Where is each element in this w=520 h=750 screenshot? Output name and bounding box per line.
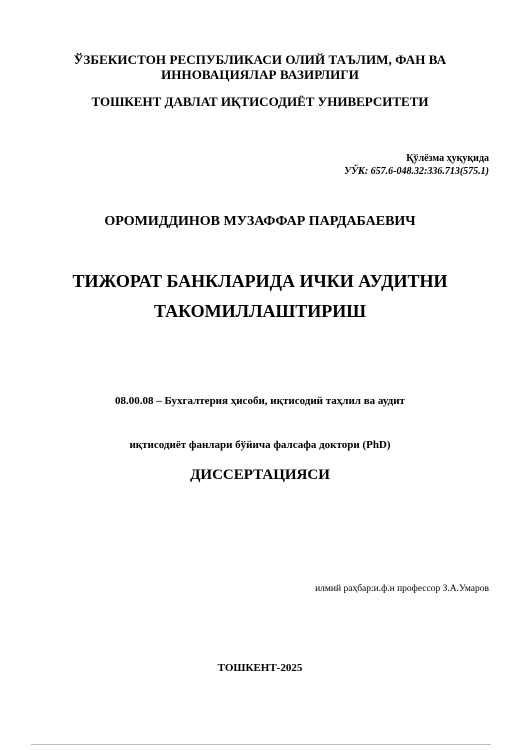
scientific-supervisor: илмий раҳбар:и.ф.н профессор З.А.Умаров (315, 584, 489, 594)
ministry-line-2: ИННОВАЦИЯЛАР ВАЗИРЛИГИ (161, 67, 359, 82)
degree-line: иқтисодиёт фанлари бўйича фалсафа доктори (PhD) (129, 439, 391, 451)
dissertation-title-line-1: ТИЖОРАТ БАНКЛАРИДА ИЧКИ АУДИТНИ (72, 271, 448, 291)
city-year: ТОШКЕНТ-2025 (217, 662, 303, 674)
dissertation-title (0, 266, 520, 326)
author-name: ОРОМИДДИНОВ МУЗАФФАР ПАРДАБАЕВИЧ (104, 214, 416, 229)
udk-code: УЎК: 657.6-048.32:336.713(575.1) (344, 166, 489, 177)
dissertation-label: ДИССЕРТАЦИЯСИ (190, 467, 330, 483)
specialty-code: 08.00.08 – Бухгалтерия ҳисоби, иқтисодий таҳлил ва аудит (115, 395, 405, 407)
ministry-heading (0, 52, 520, 82)
dissertation-title-line-2: ТАКОМИЛЛАШТИРИШ (153, 301, 367, 321)
manuscript-rights-label: Қўлёзма ҳуқуқида (406, 153, 489, 164)
page-bottom-divider (31, 744, 491, 745)
university-name: ТОШКЕНТ ДАВЛАТ ИҚТИСОДИЁТ УНИВЕРСИТЕТИ (91, 94, 429, 109)
ministry-line-1: ЎЗБЕКИСТОН РЕСПУБЛИКАСИ ОЛИЙ ТАЪЛИМ, ФАН ВА (73, 52, 447, 67)
manuscript-rights-block (344, 152, 489, 178)
